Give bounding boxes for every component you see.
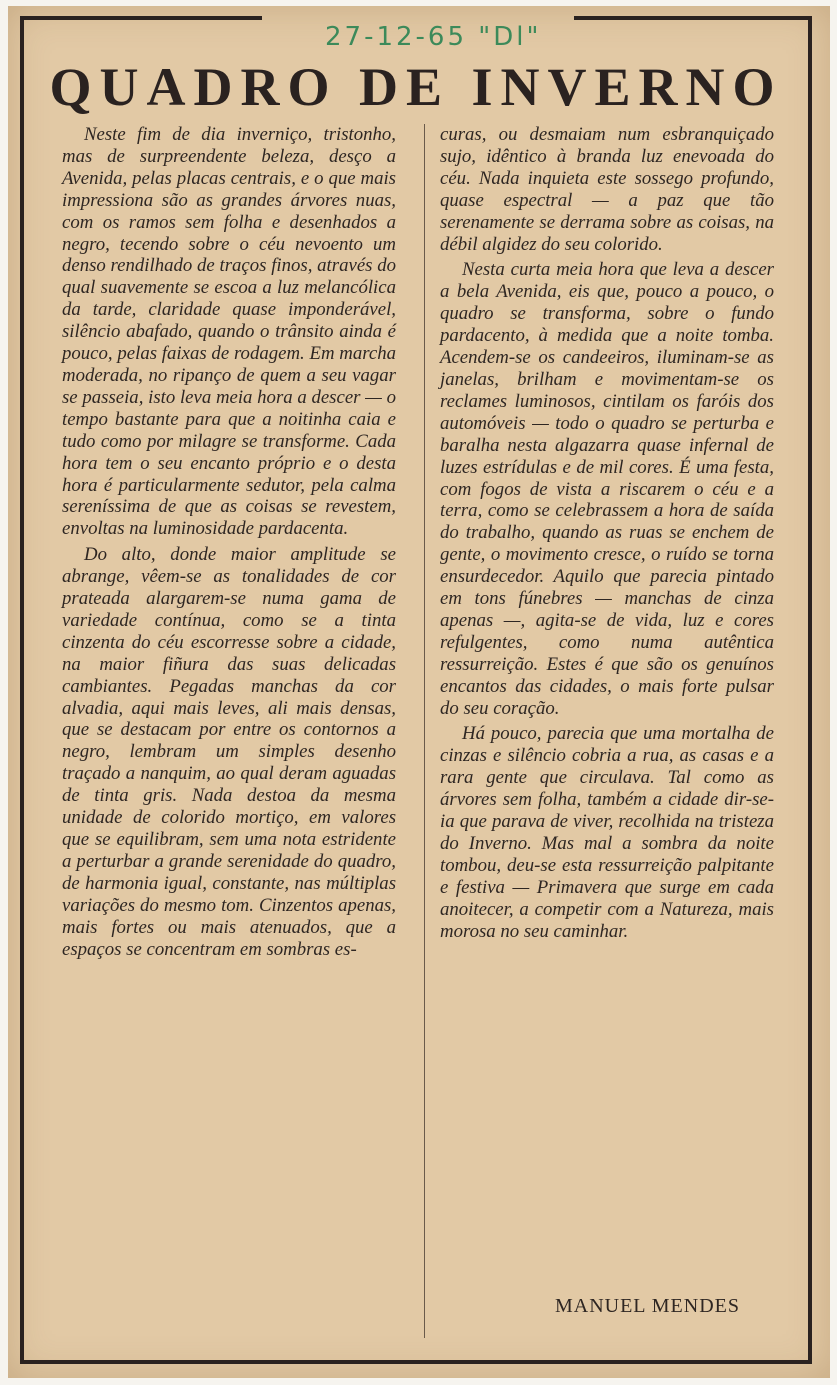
author-signature: MANUEL MENDES	[554, 1295, 740, 1317]
paragraph: curas, ou desmaiam num esbranquiçado sujo, idêntico à branda luz enevoada do céu. Nada inquieta este sossego profundo, quase espectral — a paz que tão serenamente se derrama sobre as coisas, na débil algidez do seu colorido.	[440, 124, 774, 255]
frame-left-rule	[20, 16, 24, 1364]
frame-top-left-rule	[22, 16, 262, 20]
frame-top-right-rule	[574, 16, 812, 20]
paragraph: Do alto, donde maior amplitude se abrange, vêem-se as tonalidades de cor prateada alargarem-se numa gama de variedade contínua, como se a tinta cinzenta do céu escorresse sobre a cidade, na maior fiñura das suas delicadas cambiantes. Pegadas manchas da cor alvadia, aqui mais leves, ali mais densas, que se destacam por entre os contornos a negro, lembram um simples desenho traçado a nanquim, ao qual deram aguadas de tinta gris. Nada destoa da mesma unidade de colorido mortiço, em valores que se equilibram, sem uma nota estridente a perturbar a grande serenidade do quadro, de harmonia igual, constante, nas múltiplas variações do mesmo tom. Cinzentos apenas, mais fortes ou mais atenuados, que a espaços se concentram em sombras es-	[62, 544, 396, 960]
paragraph: Nesta curta meia hora que leva a descer a bela Avenida, eis que, pouco a pouco, o quadro se transforma, sobre o fundo pardacento, à medida que a noite tomba. Acendem-se os candeeiros, iluminam-se as janelas, brilham e movimentam-se os reclames luminosos, cintilam os faróis dos automóveis — todo o quadro se perturba e baralha nesta algazarra quase infernal de luzes estrídulas e de mil cores. É uma festa, com fogos de vista a riscarem o céu e a terra, como se celebrassem a hora de saída do trabalho, quando as ruas se enchem de gente, o movimento cresce, o ruído se torna ensurdecedor. Aquilo que parecia pintado em tons fúnebres — manchas de cinza apenas —, agita-se de vida, luz e cores refulgentes, como numa autêntica ressurreição. Estes é que são os genuínos encantos das cidades, o mais forte pulsar do seu coração.	[440, 259, 774, 719]
paragraph: Neste fim de dia inverniço, tristonho, mas de surpreendente beleza, desço a Avenida, pelas placas centrais, e o que mais impressiona são as grandes árvores nuas, com os ramos sem folha e desenhados a negro, tecendo sobre o céu nevoento um denso rendilhado de traços finos, através do qual suavemente se escoa a luz melancólica da tarde, claridade quase imponderável, silêncio abafado, quando o trânsito ainda é pouco, pelas faixas de rodagem. Em marcha moderada, no ripanço de quem a seu vagar se passeia, isto leva meia hora a descer — o tempo bastante para que a noitinha caia e tudo como por milagre se transforme. Cada hora tem o seu encanto próprio e o desta hora é particularmente sedutor, pela calma sereníssima de que as coisas se revestem, envoltas na luminosidade pardacenta.	[62, 124, 396, 540]
article-title: QUADRO DE INVERNO	[49, 57, 783, 117]
handwritten-date: 27-12-65 "Dl"	[325, 22, 542, 52]
column-divider	[424, 124, 425, 1338]
right-column	[440, 124, 774, 943]
paragraph: Há pouco, parecia que uma mortalha de cinzas e silêncio cobria a rua, as casas e a rara gente que circulava. Tal como as árvores sem folha, também a cidade dir-se-ia que parava de viver, recolhida na tristeza do Inverno. Mas mal a sombra da noite tombou, deu-se esta ressurreição palpitante e festiva — Primavera que surge em cada anoitecer, a competir com a Natureza, mais morosa no seu caminhar.	[440, 723, 774, 942]
frame-bottom-rule	[20, 1360, 812, 1364]
frame-right-rule	[808, 16, 812, 1364]
left-column	[62, 124, 396, 960]
